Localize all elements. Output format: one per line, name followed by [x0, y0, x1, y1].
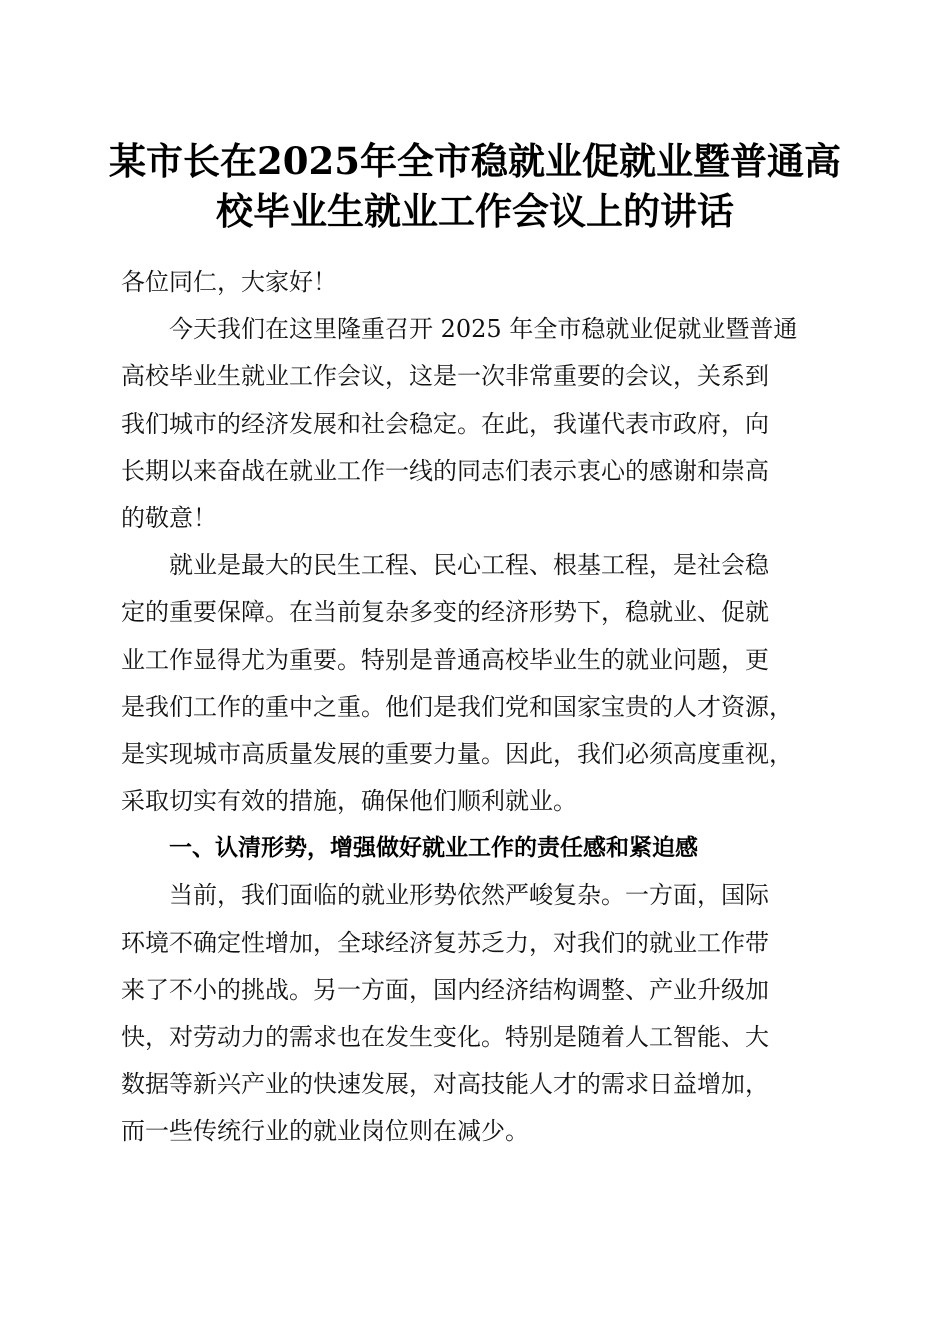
paragraph-line: 今天我们在这里隆重召开 2025 年全市稳就业促就业暨普通 [169, 315, 798, 344]
paragraph-line: 采取切实有效的措施，确保他们顺利就业。 [121, 787, 577, 816]
section-heading: 一、认清形势，增强做好就业工作的责任感和紧迫感 [169, 835, 698, 862]
paragraph-line: 环境不确定性增加，全球经济复苏乏力，对我们的就业工作带 [121, 928, 769, 957]
paragraph-line: 就业是最大的民生工程、民心工程、根基工程，是社会稳 [169, 551, 769, 580]
paragraph-line: 定的重要保障。在当前复杂多变的经济形势下，稳就业、促就 [121, 598, 769, 627]
document-body [121, 259, 831, 1156]
greeting: 各位同仁，大家好！ [121, 268, 337, 296]
title-line: 校毕业生就业工作会议上的讲话 [216, 189, 734, 233]
paragraph-line: 我们城市的经济发展和社会稳定。在此，我谨代表市政府，向 [121, 409, 769, 438]
paragraph-line: 来了不小的挑战。另一方面，国内经济结构调整、产业升级加 [121, 975, 769, 1004]
paragraph-line: 高校毕业生就业工作会议，这是一次非常重要的会议，关系到 [121, 362, 769, 391]
paragraph-line: 业工作显得尤为重要。特别是普通高校毕业生的就业问题，更 [121, 645, 769, 674]
paragraph-line: 数据等新兴产业的快速发展，对高技能人才的需求日益增加， [121, 1070, 769, 1099]
title-line: 某市长在2025年全市稳就业促就业暨普通高 [109, 139, 841, 183]
paragraph-line: 当前，我们面临的就业形势依然严峻复杂。一方面，国际 [169, 881, 769, 910]
paragraph-line: 而一些传统行业的就业岗位则在减少。 [121, 1117, 529, 1146]
paragraph-line: 快，对劳动力的需求也在发生变化。特别是随着人工智能、大 [121, 1023, 769, 1051]
paragraph-line: 长期以来奋战在就业工作一线的同志们表示衷心的感谢和崇高 [121, 456, 769, 485]
paragraph-line: 的敬意！ [121, 503, 217, 532]
paragraph-line: 是我们工作的重中之重。他们是我们党和国家宝贵的人才资源， [121, 692, 793, 721]
page-title [100, 136, 850, 236]
paragraph-line: 是实现城市高质量发展的重要力量。因此，我们必须高度重视， [121, 739, 793, 768]
